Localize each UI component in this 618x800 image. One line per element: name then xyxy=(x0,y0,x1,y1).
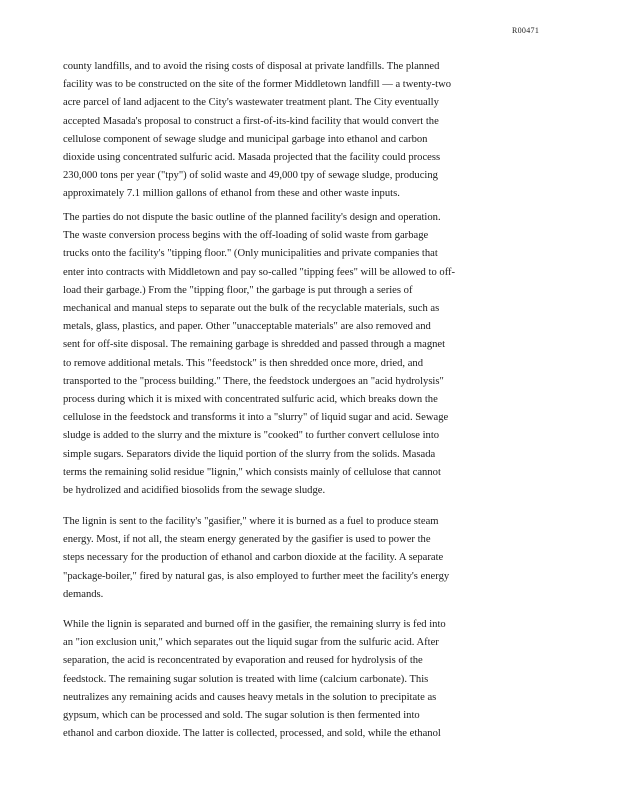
text-line: accepted Masada's proposal to construct a first-of-its-kind facility that would convert the xyxy=(63,115,439,127)
text-line: The waste conversion process begins with the off-loading of solid waste from garbage xyxy=(63,230,429,242)
paragraph xyxy=(63,58,473,204)
text-line: 230,000 tons per year ("tpy") of solid waste and 49,000 tpy of sewage sludge, producing xyxy=(63,170,438,182)
text-line: energy. Most, if not all, the steam energy generated by the gasifier is used to power the xyxy=(63,534,431,546)
text-line: The parties do not dispute the basic outline of the planned facility's design and operation. xyxy=(63,212,441,223)
text-line: transported to the "process building." There, the feedstock undergoes an "acid hydrolysis" xyxy=(63,375,444,387)
paragraph xyxy=(63,513,473,604)
text-line: "package-boiler," fired by natural gas, is also employed to further meet the facility's energy xyxy=(63,570,450,582)
text-line: county landfills, and to avoid the rising costs of disposal at private landfills. The planned xyxy=(63,61,440,72)
text-line: an "ion exclusion unit," which separates out the liquid sugar from the sulfuric acid. After xyxy=(63,637,439,649)
text-line: load their garbage.) From the "tipping floor," the garbage is put through a series of xyxy=(63,284,413,296)
page-identifier: R00471 xyxy=(512,26,540,35)
text-line: ethanol and carbon dioxide. The latter is collected, processed, and sold, while the ethanol xyxy=(63,728,441,740)
text-line: metals, glass, plastics, and paper. Other "unacceptable materials" are also removed and xyxy=(63,321,431,333)
text-line: cellulose component of sewage sludge and municipal garbage into ethanol and carbon xyxy=(63,133,428,145)
text-line: demands. xyxy=(63,588,104,600)
text-line: enter into contracts with Middletown and pay so-called "tipping fees" will be allowed to off- xyxy=(63,266,456,278)
text-line: neutralizes any remaining acids and causes heavy metals in the solution to precipitate as xyxy=(63,691,437,703)
paragraph xyxy=(63,209,473,500)
text-line: sent for off-site disposal. The remaining garbage is shredded and passed through a magnet xyxy=(63,339,446,351)
paragraph xyxy=(63,616,473,743)
text-line: gypsum, which can be processed and sold. The sugar solution is then fermented into xyxy=(63,710,420,722)
text-line: approximately 7.1 million gallons of ethanol from these and other waste inputs. xyxy=(63,188,400,200)
text-line: steps necessary for the production of ethanol and carbon dioxide at the facility. A separate xyxy=(63,552,444,564)
text-line: sludge is added to the slurry and the mixture is "cooked" to further convert cellulose into xyxy=(63,430,440,442)
text-line: simple sugars. Separators divide the liquid portion of the slurry from the solids. Masada xyxy=(63,448,436,460)
text-line: facility was to be constructed on the site of the former Middletown landfill — a twenty-two xyxy=(63,79,452,91)
text-line: While the lignin is separated and burned off in the gasifier, the remaining slurry is fed into xyxy=(63,619,446,630)
text-line: trucks onto the facility's "tipping floor." (Only municipalities and private companies that xyxy=(63,248,438,260)
text-line: dioxide using concentrated sulfuric acid. Masada projected that the facility could process xyxy=(63,152,441,164)
text-line: be hydrolized and acidified biosolids from the sewage sludge. xyxy=(63,485,326,497)
text-line: to remove additional metals. This "feedstock" is then shredded once more, dried, and xyxy=(63,357,424,369)
text-line: cellulose in the feedstock and transforms it into a "slurry" of liquid sugar and acid. Sewage xyxy=(63,412,449,424)
text-line: process during which it is mixed with concentrated sulfuric acid, which breaks down the xyxy=(63,394,438,406)
text-line: feedstock. The remaining sugar solution is treated with lime (calcium carbonate). This xyxy=(63,673,429,685)
text-line: mechanical and manual steps to separate out the bulk of the recyclable materials, such as xyxy=(63,303,440,315)
text-line: terms the remaining solid residue "lignin," which consists mainly of cellulose that cannot xyxy=(63,466,441,478)
text-line: The lignin is sent to the facility's "gasifier," where it is burned as a fuel to produce steam xyxy=(63,516,439,527)
text-line: separation, the acid is reconcentrated by evaporation and reused for hydrolysis of the xyxy=(63,655,423,667)
text-line: acre parcel of land adjacent to the City's wastewater treatment plant. The City eventually xyxy=(63,97,439,109)
